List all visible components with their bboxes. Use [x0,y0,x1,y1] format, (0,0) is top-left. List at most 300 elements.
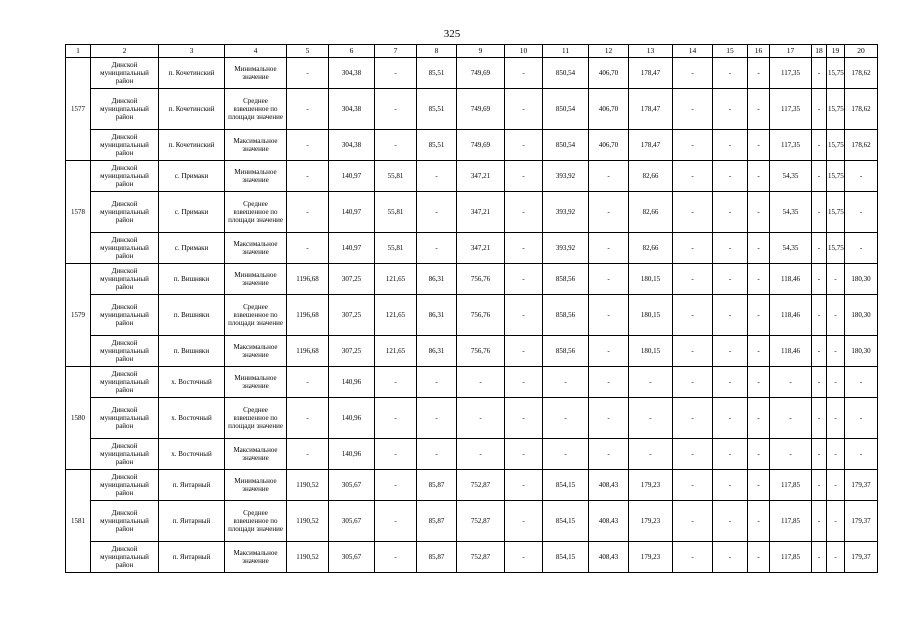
value-cell: - [713,295,748,336]
table-row [66,295,878,336]
value-cell: 117,85 [770,542,812,573]
value-cell: 180,30 [845,336,878,367]
statistic-cell: Среднее взвешенное по площади значение [225,192,287,233]
settlement-cell: п. Кочетинский [159,130,225,161]
value-cell: - [417,439,457,470]
column-number: 12 [589,45,629,58]
value-cell: - [417,161,457,192]
district-cell: Динской муниципальный район [91,336,159,367]
district-cell: Динской муниципальный район [91,89,159,130]
column-number: 3 [159,45,225,58]
value-cell: - [629,398,673,439]
value-cell: 180,15 [629,336,673,367]
value-cell: - [375,470,417,501]
value-cell: - [287,161,329,192]
value-cell: 749,69 [457,58,505,89]
table-row [66,264,878,295]
column-number: 9 [457,45,505,58]
district-cell: Динской муниципальный район [91,264,159,295]
value-cell: - [589,336,629,367]
value-cell: 140,97 [329,161,375,192]
value-cell: - [748,398,770,439]
value-cell: 180,30 [845,264,878,295]
value-cell: - [287,130,329,161]
value-cell: 347,21 [457,161,505,192]
value-cell: 304,38 [329,58,375,89]
column-number: 10 [505,45,543,58]
value-cell: - [375,130,417,161]
value-cell: - [287,367,329,398]
value-cell: 752,87 [457,501,505,542]
value-cell: - [589,398,629,439]
value-cell: - [673,439,713,470]
settlement-cell: с. Примаки [159,192,225,233]
statistic-cell: Среднее взвешенное по площади значение [225,398,287,439]
table-row [66,470,878,501]
statistic-cell: Минимальное значение [225,264,287,295]
table-row [66,439,878,470]
value-cell: - [375,89,417,130]
district-cell: Динской муниципальный район [91,58,159,89]
value-cell: 85,51 [417,130,457,161]
value-cell: - [543,398,589,439]
value-cell: 140,96 [329,398,375,439]
value-cell: - [505,295,543,336]
value-cell: 117,35 [770,58,812,89]
table-row [66,336,878,367]
value-cell: - [505,130,543,161]
value-cell: - [505,367,543,398]
value-cell: - [812,470,827,501]
value-cell: 15,75 [827,58,845,89]
value-cell: - [673,264,713,295]
value-cell: 118,46 [770,264,812,295]
value-cell: - [673,501,713,542]
column-number: 4 [225,45,287,58]
column-number-row [66,45,878,58]
value-cell: - [417,192,457,233]
value-cell: - [505,89,543,130]
value-cell: - [457,367,505,398]
statistic-cell: Минимальное значение [225,58,287,89]
value-cell: - [505,501,543,542]
value-cell: 55,81 [375,192,417,233]
value-cell: 85,51 [417,58,457,89]
value-cell: 15,75 [827,233,845,264]
value-cell: 117,35 [770,130,812,161]
value-cell: - [812,398,827,439]
value-cell: - [505,398,543,439]
value-cell: - [375,398,417,439]
value-cell: - [287,58,329,89]
row-number: 1580 [66,367,91,470]
value-cell: - [845,192,878,233]
value-cell: 752,87 [457,470,505,501]
row-number: 1577 [66,58,91,161]
value-cell: - [827,439,845,470]
district-cell: Динской муниципальный район [91,398,159,439]
value-cell: 850,54 [543,58,589,89]
value-cell: 858,56 [543,264,589,295]
value-cell: - [812,58,827,89]
statistic-cell: Максимальное значение [225,542,287,573]
value-cell: - [845,439,878,470]
value-cell: - [812,192,827,233]
district-cell: Динской муниципальный район [91,233,159,264]
value-cell: - [812,89,827,130]
page-number: 325 [443,28,461,40]
value-cell: - [629,367,673,398]
value-cell: 85,87 [417,501,457,542]
value-cell: 1190,52 [287,470,329,501]
value-cell: - [748,233,770,264]
statistic-cell: Максимальное значение [225,130,287,161]
settlement-cell: х. Восточный [159,367,225,398]
value-cell: 178,47 [629,58,673,89]
table-row [66,58,878,89]
value-cell: 54,35 [770,192,812,233]
value-cell: 304,38 [329,89,375,130]
statistic-cell: Среднее взвешенное по площади значение [225,295,287,336]
table-row [66,367,878,398]
value-cell: - [505,336,543,367]
value-cell: 749,69 [457,130,505,161]
value-cell: - [812,161,827,192]
value-cell: - [287,439,329,470]
value-cell: - [287,398,329,439]
value-cell: - [748,470,770,501]
value-cell: - [748,542,770,573]
value-cell: - [827,295,845,336]
value-cell: 406,70 [589,89,629,130]
value-cell: - [812,542,827,573]
value-cell: 140,97 [329,233,375,264]
row-number: 1579 [66,264,91,367]
column-number: 5 [287,45,329,58]
value-cell: 307,25 [329,264,375,295]
value-cell: - [845,398,878,439]
value-cell: 118,46 [770,336,812,367]
value-cell: 15,75 [827,161,845,192]
value-cell: 854,15 [543,542,589,573]
value-cell: 121,65 [375,295,417,336]
value-cell: - [375,367,417,398]
column-number: 6 [329,45,375,58]
settlement-cell: п. Кочетинский [159,58,225,89]
value-cell: - [827,367,845,398]
value-cell: 347,21 [457,233,505,264]
value-cell: - [713,161,748,192]
table-row [66,501,878,542]
table-row [66,130,878,161]
settlement-cell: п. Кочетинский [159,89,225,130]
value-cell: 178,47 [629,130,673,161]
value-cell: 55,81 [375,233,417,264]
value-cell: - [505,542,543,573]
value-cell: - [713,89,748,130]
value-cell: - [812,233,827,264]
value-cell: 305,67 [329,501,375,542]
settlement-cell: х. Восточный [159,398,225,439]
value-cell: 85,51 [417,89,457,130]
value-cell: - [713,470,748,501]
table-row [66,542,878,573]
value-cell: - [713,439,748,470]
value-cell: - [713,542,748,573]
value-cell: 178,62 [845,58,878,89]
value-cell: 15,75 [827,130,845,161]
value-cell: 408,43 [589,501,629,542]
value-cell: 408,43 [589,542,629,573]
column-number: 7 [375,45,417,58]
column-number: 8 [417,45,457,58]
value-cell: - [812,336,827,367]
value-cell: 86,31 [417,264,457,295]
value-cell: - [543,367,589,398]
value-cell: 86,31 [417,295,457,336]
settlement-cell: п. Янтарный [159,542,225,573]
value-cell: - [505,264,543,295]
value-cell: - [748,89,770,130]
value-cell: 858,56 [543,336,589,367]
value-cell: - [673,398,713,439]
value-cell: - [770,367,812,398]
value-cell: 854,15 [543,501,589,542]
value-cell: 179,37 [845,542,878,573]
table-row [66,161,878,192]
value-cell: 850,54 [543,89,589,130]
row-number: 1578 [66,161,91,264]
settlement-cell: с. Примаки [159,161,225,192]
value-cell: - [845,161,878,192]
value-cell: 54,35 [770,161,812,192]
value-cell: - [827,264,845,295]
value-cell: - [812,501,827,542]
district-cell: Динской муниципальный район [91,439,159,470]
value-cell: - [713,336,748,367]
value-cell: - [417,233,457,264]
value-cell: - [417,398,457,439]
value-cell: 180,30 [845,295,878,336]
column-number: 14 [673,45,713,58]
value-cell: 55,81 [375,161,417,192]
value-cell: - [287,233,329,264]
column-number: 15 [713,45,748,58]
district-cell: Динской муниципальный район [91,470,159,501]
value-cell: 1196,68 [287,264,329,295]
value-cell: - [827,501,845,542]
value-cell: 406,70 [589,58,629,89]
value-cell: 54,35 [770,233,812,264]
value-cell: - [748,58,770,89]
value-cell: 117,85 [770,470,812,501]
value-cell: - [287,89,329,130]
column-number: 20 [845,45,878,58]
row-number: 1581 [66,470,91,573]
value-cell: - [748,161,770,192]
value-cell: - [713,192,748,233]
value-cell: 117,35 [770,89,812,130]
value-cell: - [589,367,629,398]
value-cell: - [505,439,543,470]
value-cell: 850,54 [543,130,589,161]
value-cell: - [812,439,827,470]
value-cell: - [673,542,713,573]
value-cell: - [673,161,713,192]
value-cell: - [713,264,748,295]
value-cell: 749,69 [457,89,505,130]
statistic-cell: Максимальное значение [225,336,287,367]
value-cell: - [770,398,812,439]
value-cell: - [673,130,713,161]
value-cell: - [748,336,770,367]
value-cell: 756,76 [457,295,505,336]
value-cell: 858,56 [543,295,589,336]
value-cell: - [713,130,748,161]
value-cell: - [827,336,845,367]
statistic-cell: Максимальное значение [225,439,287,470]
value-cell: - [812,130,827,161]
value-cell: 178,47 [629,89,673,130]
column-number: 2 [91,45,159,58]
value-cell: - [827,398,845,439]
value-cell: - [673,470,713,501]
value-cell: 179,37 [845,470,878,501]
value-cell: 406,70 [589,130,629,161]
value-cell: 15,75 [827,89,845,130]
column-number: 17 [770,45,812,58]
value-cell: - [375,58,417,89]
settlement-cell: с. Примаки [159,233,225,264]
value-cell: - [287,192,329,233]
value-cell: - [505,233,543,264]
value-cell: - [845,367,878,398]
value-cell: 121,65 [375,336,417,367]
settlement-cell: х. Восточный [159,439,225,470]
value-cell: 307,25 [329,295,375,336]
value-cell: - [748,130,770,161]
value-cell: - [375,542,417,573]
column-number: 1 [66,45,91,58]
value-cell: - [589,295,629,336]
value-cell: 82,66 [629,192,673,233]
value-cell: 118,46 [770,295,812,336]
value-cell: - [417,367,457,398]
table-body [66,45,878,573]
statistic-cell: Минимальное значение [225,367,287,398]
value-cell: 393,92 [543,233,589,264]
value-cell: - [748,295,770,336]
column-number: 18 [812,45,827,58]
settlement-cell: п. Вишняки [159,295,225,336]
value-cell: 1190,52 [287,542,329,573]
statistic-cell: Среднее взвешенное по площади значение [225,501,287,542]
value-cell: 85,87 [417,542,457,573]
value-cell: 178,62 [845,130,878,161]
value-cell: - [827,542,845,573]
value-cell: - [589,439,629,470]
district-cell: Динской муниципальный район [91,542,159,573]
value-cell: - [673,367,713,398]
value-cell: - [673,336,713,367]
settlement-cell: п. Вишняки [159,264,225,295]
table-row [66,233,878,264]
value-cell: - [770,439,812,470]
value-cell: - [457,398,505,439]
column-number: 13 [629,45,673,58]
value-cell: - [748,264,770,295]
value-cell: - [748,367,770,398]
value-cell: 15,75 [827,192,845,233]
column-number: 11 [543,45,589,58]
value-cell: - [589,161,629,192]
value-cell: 121,65 [375,264,417,295]
value-cell: - [505,161,543,192]
value-cell: - [812,264,827,295]
district-cell: Динской муниципальный район [91,161,159,192]
value-cell: - [375,501,417,542]
value-cell: 1196,68 [287,295,329,336]
district-cell: Динской муниципальный район [91,501,159,542]
value-cell: 179,23 [629,542,673,573]
value-cell: 140,96 [329,439,375,470]
value-cell: 140,97 [329,192,375,233]
statistic-cell: Минимальное значение [225,470,287,501]
value-cell: 305,67 [329,470,375,501]
value-cell: - [845,233,878,264]
value-cell: 304,38 [329,130,375,161]
value-cell: 307,25 [329,336,375,367]
value-cell: - [713,398,748,439]
value-cell: 86,31 [417,336,457,367]
value-cell: 756,76 [457,264,505,295]
value-cell: - [589,192,629,233]
value-cell: - [457,439,505,470]
column-number: 16 [748,45,770,58]
value-cell: 82,66 [629,161,673,192]
value-cell: 305,67 [329,542,375,573]
settlement-cell: п. Янтарный [159,470,225,501]
value-cell: 756,76 [457,336,505,367]
value-cell: - [673,89,713,130]
value-cell: 752,87 [457,542,505,573]
value-cell: - [812,367,827,398]
value-cell: - [673,58,713,89]
cadastral-value-table [65,44,878,573]
value-cell: 347,21 [457,192,505,233]
value-cell: - [673,295,713,336]
value-cell: 179,23 [629,501,673,542]
statistic-cell: Среднее взвешенное по площади значение [225,89,287,130]
value-cell: 82,66 [629,233,673,264]
value-cell: 180,15 [629,295,673,336]
value-cell: - [505,58,543,89]
value-cell: 408,43 [589,470,629,501]
value-cell: 1196,68 [287,336,329,367]
value-cell: 1190,52 [287,501,329,542]
value-cell: - [505,192,543,233]
value-cell: 393,92 [543,161,589,192]
value-cell: - [505,470,543,501]
district-cell: Динской муниципальный район [91,367,159,398]
value-cell: - [827,470,845,501]
value-cell: - [673,233,713,264]
district-cell: Динской муниципальный район [91,130,159,161]
value-cell: - [713,367,748,398]
value-cell: - [748,439,770,470]
value-cell: 179,37 [845,501,878,542]
value-cell: 117,85 [770,501,812,542]
